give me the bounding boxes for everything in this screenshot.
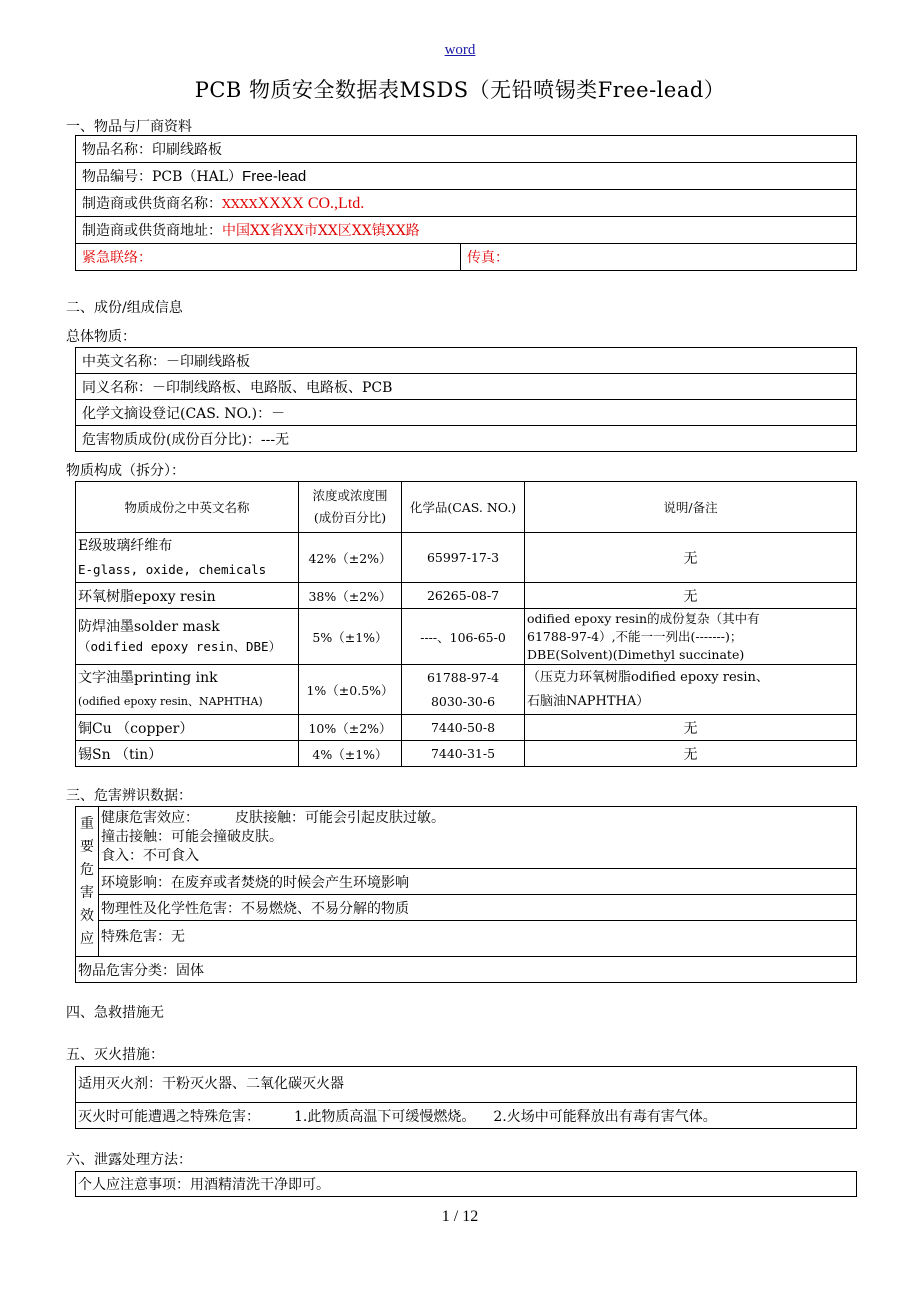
table-row (76, 715, 857, 741)
material-cas-line2: 8030-30-6 (430, 693, 496, 709)
environment-effect-cell: 环境影响：在废弃或者焚烧的时候会产生环境影响 (99, 869, 857, 895)
maker-address-label: 制造商或供货商地址： (82, 223, 222, 239)
fire-hazard-label: 灭火时可能遭遇之特殊危害： (78, 1108, 260, 1125)
table-row (76, 741, 857, 767)
material-cas: 26265-08-7 (402, 583, 525, 609)
maker-name-prefix: XXXX (222, 196, 258, 211)
maker-name-cell (76, 190, 857, 217)
material-name-cell: 铜Cu （copper） (76, 715, 299, 741)
important-hazard-effects-side (76, 807, 99, 957)
overall-row-hazard: 危害物质成份(成份百分比)：---无 (76, 426, 857, 452)
maker-name-value: XXXX CO.,Ltd. (257, 195, 365, 212)
hazard-table (75, 806, 857, 983)
emergency-contact-cell: 紧急联络： (76, 244, 461, 271)
material-cas (402, 665, 525, 715)
maker-address-cell (76, 217, 857, 244)
material-name-en: (odified epoxy resin、NAPHTHA) (78, 694, 263, 708)
side-char: 重 (80, 815, 94, 832)
product-code-value: Free-lead (242, 168, 307, 185)
col-header-note: 说明/备注 (525, 482, 857, 533)
material-concentration: 38%（±2%） (299, 583, 402, 609)
material-cas: 7440-31-5 (402, 741, 525, 767)
side-char: 要 (80, 838, 94, 855)
product-code-cell (76, 163, 857, 190)
spill-handling-table (75, 1171, 857, 1197)
document-title: PCB 物质安全数据表MSDS（无铅喷锡类Free-lead） (194, 78, 726, 102)
extinguishing-agent-cell: 适用灭火剂：干粉灭火器、二氧化碳灭火器 (76, 1067, 857, 1103)
material-note: 无 (525, 583, 857, 609)
side-char: 危 (80, 861, 94, 878)
overall-row-name: 中英文名称：－印刷线路板 (76, 348, 857, 374)
col-header-cas: 化学品(CAS. NO.) (402, 482, 525, 533)
side-char: 害 (80, 884, 94, 901)
material-concentration: 10%（±2%） (299, 715, 402, 741)
table-row (76, 533, 857, 583)
material-note-line2: 61788-97-4）,不能一一列出(-------)； (527, 628, 743, 644)
page-number: 1 / 12 (441, 1208, 479, 1225)
table-row (76, 665, 857, 715)
material-concentration: 4%（±1%） (299, 741, 402, 767)
product-name-cell: 物品名称：印刷线路板 (76, 136, 857, 163)
special-hazard-cell: 特殊危害：无 (99, 921, 857, 957)
material-note: 无 (525, 533, 857, 583)
table-row (76, 609, 857, 665)
material-note-line1: odified epoxy resin的成份复杂（其中有 (527, 610, 760, 626)
material-name-cell (76, 609, 299, 665)
material-name-en: E-glass, oxide, chemicals (78, 561, 267, 577)
material-note-line2: 石脑油NAPHTHA） (527, 693, 650, 709)
header-word-link[interactable]: word (444, 42, 476, 58)
health-effects-cell (99, 807, 857, 869)
col-header-name: 物质成份之中英文名称 (76, 482, 299, 533)
material-note-line3: DBE(Solvent)(Dimethyl succinate) (527, 646, 745, 662)
material-name-cell: 锡Sn （tin） (76, 741, 299, 767)
section-5-heading: 五、灭火措施： (66, 1047, 164, 1063)
table-row (76, 583, 857, 609)
section-3-heading: 三、危害辨识数据： (66, 788, 192, 804)
material-cas: 7440-50-8 (402, 715, 525, 741)
overall-row-cas: 化学文摘设登记(CAS. NO.)：－ (76, 400, 857, 426)
material-name-cn: 防焊油墨solder mask (78, 618, 220, 635)
fire-hazard-item-1: 1.此物质高温下可缓慢燃烧。 (294, 1108, 476, 1125)
fax-cell: 传真： (461, 244, 857, 271)
section-1-heading: 一、物品与厂商资料 (66, 119, 192, 135)
material-concentration: 5%（±1%） (299, 609, 402, 665)
material-concentration: 1%（±0.5%） (299, 665, 402, 715)
material-note (525, 665, 857, 715)
material-cas-line1: 61788-97-4 (426, 669, 500, 685)
health-effect-ingestion: 食入：不可食入 (101, 848, 199, 864)
health-effect-impact: 撞击接触：可能会撞破皮肤。 (101, 829, 283, 845)
composition-table (75, 481, 857, 767)
health-effect-label: 健康危害效应： (101, 810, 199, 826)
section-2-heading: 二、成份/组成信息 (66, 300, 183, 316)
maker-name-label: 制造商或供货商名称： (82, 196, 222, 212)
maker-address-value: 中国XX省XX市XX区XX镇XX路 (222, 223, 420, 239)
side-char: 效 (80, 907, 94, 924)
section-6-heading: 六、泄露处理方法： (66, 1152, 192, 1168)
material-name-cell (76, 533, 299, 583)
health-effect-skin (101, 809, 850, 828)
material-name-cn: 文字油墨printing ink (78, 669, 218, 686)
side-char: 应 (80, 930, 94, 947)
health-effect-skin-value: 皮肤接触：可能会引起皮肤过敏。 (235, 810, 445, 826)
material-name-en: （odified epoxy resin、DBE） (78, 638, 282, 654)
col-header-concentration-line2: (成份百分比) (313, 510, 387, 525)
material-cas: ----、106-65-0 (402, 609, 525, 665)
vendor-info-table (75, 135, 857, 271)
physical-chemical-hazard-cell: 物理性及化学性危害：不易燃烧、不易分解的物质 (99, 895, 857, 921)
material-note: 无 (525, 715, 857, 741)
material-name-cell: 环氧树脂epoxy resin (76, 583, 299, 609)
section-4-heading: 四、急救措施无 (66, 1005, 164, 1021)
product-code-label: 物品编号：PCB（HAL） (82, 169, 243, 185)
material-note-line1: （压克力环氧树脂odified epoxy resin、 (527, 669, 769, 685)
composition-label: 物质构成（拆分）： (66, 463, 185, 479)
fire-hazard-item-2: 2.火场中可能释放出有毒有害气体。 (493, 1108, 717, 1125)
material-cas: 65997-17-3 (402, 533, 525, 583)
col-header-concentration-line1: 浓度或浓度围 (312, 488, 388, 503)
fire-special-hazard-cell (76, 1103, 857, 1129)
col-header-concentration (299, 482, 402, 533)
overall-substance-table (75, 347, 857, 452)
material-note (525, 609, 857, 665)
material-note: 无 (525, 741, 857, 767)
material-concentration: 42%（±2%） (299, 533, 402, 583)
material-name-cell (76, 665, 299, 715)
hazard-classification-cell: 物品危害分类：固体 (76, 957, 857, 983)
personal-precaution-cell: 个人应注意事项：用酒精清洗干净即可。 (76, 1172, 857, 1197)
overall-row-synonyms: 同义名称：－印制线路板、电路版、电路板、PCB (76, 374, 857, 400)
overall-substance-label: 总体物质： (66, 329, 136, 345)
material-name-cn: E级玻璃纤维布 (78, 537, 173, 554)
firefighting-table (75, 1066, 857, 1129)
